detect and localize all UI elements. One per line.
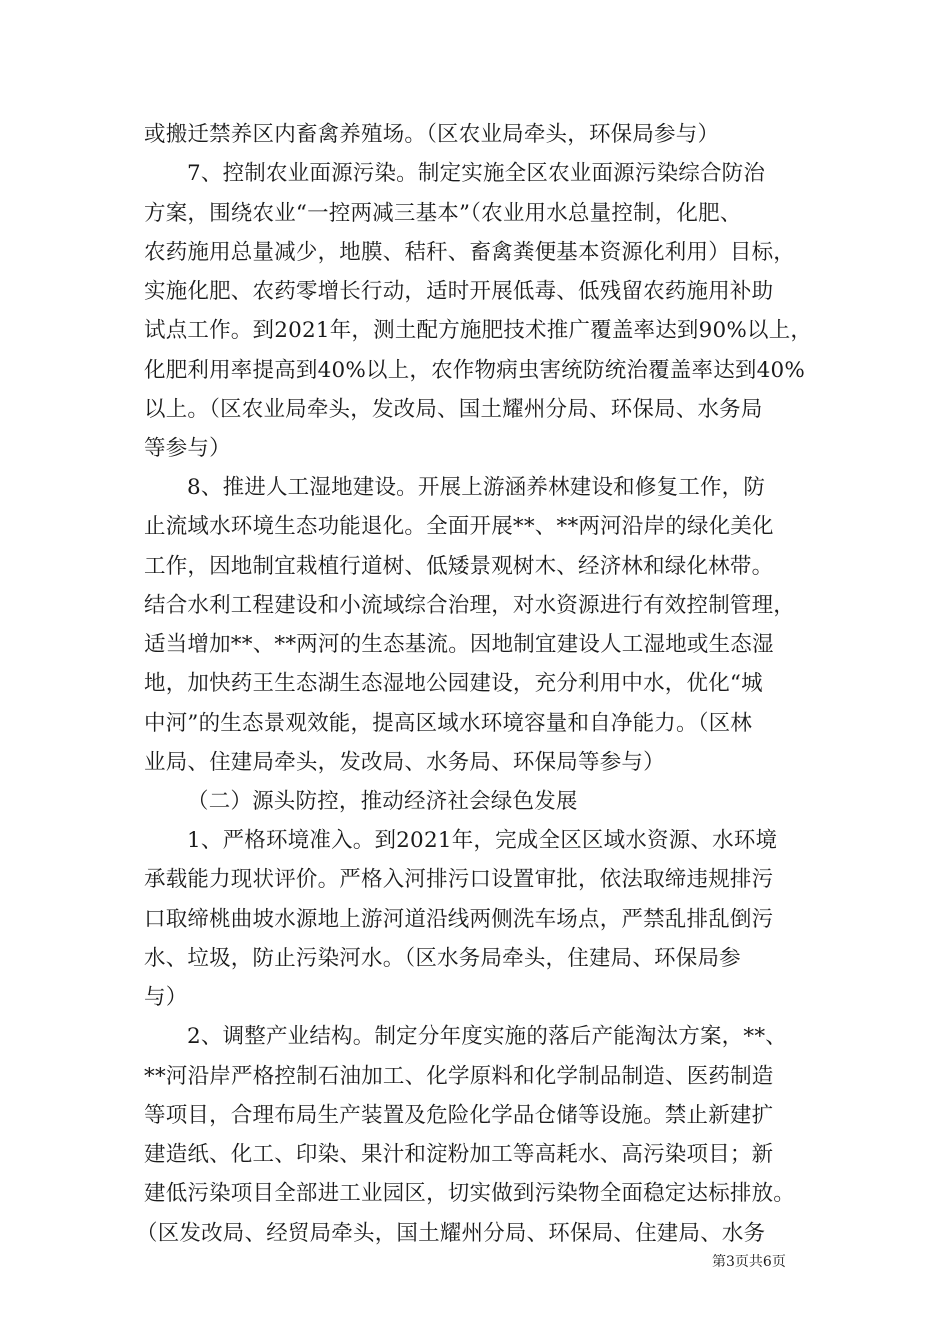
text-line: 适当增加**、**两河的生态基流。因地制宜建设人工湿地或生态湿: [144, 632, 774, 657]
page-number-footer: 第3页共6页: [712, 1254, 786, 1270]
text-line: 方案，围绕农业“一控两减三基本”（农业用水总量控制，化肥、: [144, 201, 742, 226]
text-line: 7、控制农业面源污染。制定实施全区农业面源污染综合防治: [187, 161, 766, 186]
text-line: 以上。（区农业局牵头，发改局、国土耀州分局、环保局、水务局: [144, 397, 763, 422]
text-line: 止流域水环境生态功能退化。全面开展**、**两河沿岸的绿化美化: [144, 514, 774, 539]
text-line: 化肥利用率提高到40%以上，农作物病虫害统防统治覆盖率达到40%: [144, 358, 805, 383]
text-line: 农药施用总量减少，地膜、秸秆、畜禽粪便基本资源化利用）目标，: [144, 240, 796, 265]
text-line: 实施化肥、农药零增长行动，适时开展低毒、低残留农药施用补助: [144, 279, 774, 304]
text-line: 等参与）: [144, 436, 231, 461]
text-line: 等项目，合理布局生产装置及危险化学品仓储等设施。禁止新建扩: [144, 1103, 774, 1128]
text-line: 业局、住建局牵头，发改局、水务局、环保局等参与）: [144, 750, 665, 775]
text-line: 或搬迁禁养区内畜禽养殖场。（区农业局牵头，环保局参与）: [144, 122, 720, 147]
text-line: 结合水利工程建设和小流域综合治理，对水资源进行有效控制管理，: [144, 593, 796, 618]
section-heading: （二）源头防控，推动经济社会绿色发展: [187, 789, 578, 814]
text-line: 口取缔桃曲坡水源地上游河道沿线两侧洗车场点，严禁乱排乱倒污: [144, 907, 774, 932]
text-line: 8、推进人工湿地建设。开展上游涵养林建设和修复工作，防: [187, 475, 766, 500]
text-line: 建造纸、化工、印染、果汁和淀粉加工等高耗水、高污染项目；新: [144, 1142, 774, 1167]
text-line: 中河”的生态景观效能，提高区域水环境容量和自净能力。（区林: [144, 711, 753, 736]
text-line: 工作，因地制宜栽植行道树、低矮景观树木、经济林和绿化林带。: [144, 554, 774, 579]
text-line: 建低污染项目全部进工业园区，切实做到污染物全面稳定达标排放。: [144, 1181, 796, 1206]
text-line: 1、严格环境准入。到2021年，完成全区区域水资源、水环境: [187, 828, 778, 853]
text-line: 承载能力现状评价。严格入河排污口设置审批，依法取缔违规排污: [144, 867, 774, 892]
text-line: **河沿岸严格控制石油加工、化学原料和化学制品制造、医药制造: [144, 1064, 774, 1089]
text-line: 与）: [144, 985, 188, 1010]
text-line: 2、调整产业结构。制定分年度实施的落后产能淘汰方案，**、: [187, 1024, 787, 1049]
text-line: 水、垃圾，防止污染河水。（区水务局牵头，住建局、环保局参: [144, 946, 741, 971]
text-line: 试点工作。到2021年，测土配方施肥技术推广覆盖率达到90%以上，: [144, 318, 813, 343]
text-line: 地，加快药王生态湖生态湿地公园建设，充分利用中水，优化“城: [144, 671, 763, 696]
text-line: （区发改局、经贸局牵头，国土耀州分局、环保局、住建局、水务: [136, 1221, 766, 1246]
